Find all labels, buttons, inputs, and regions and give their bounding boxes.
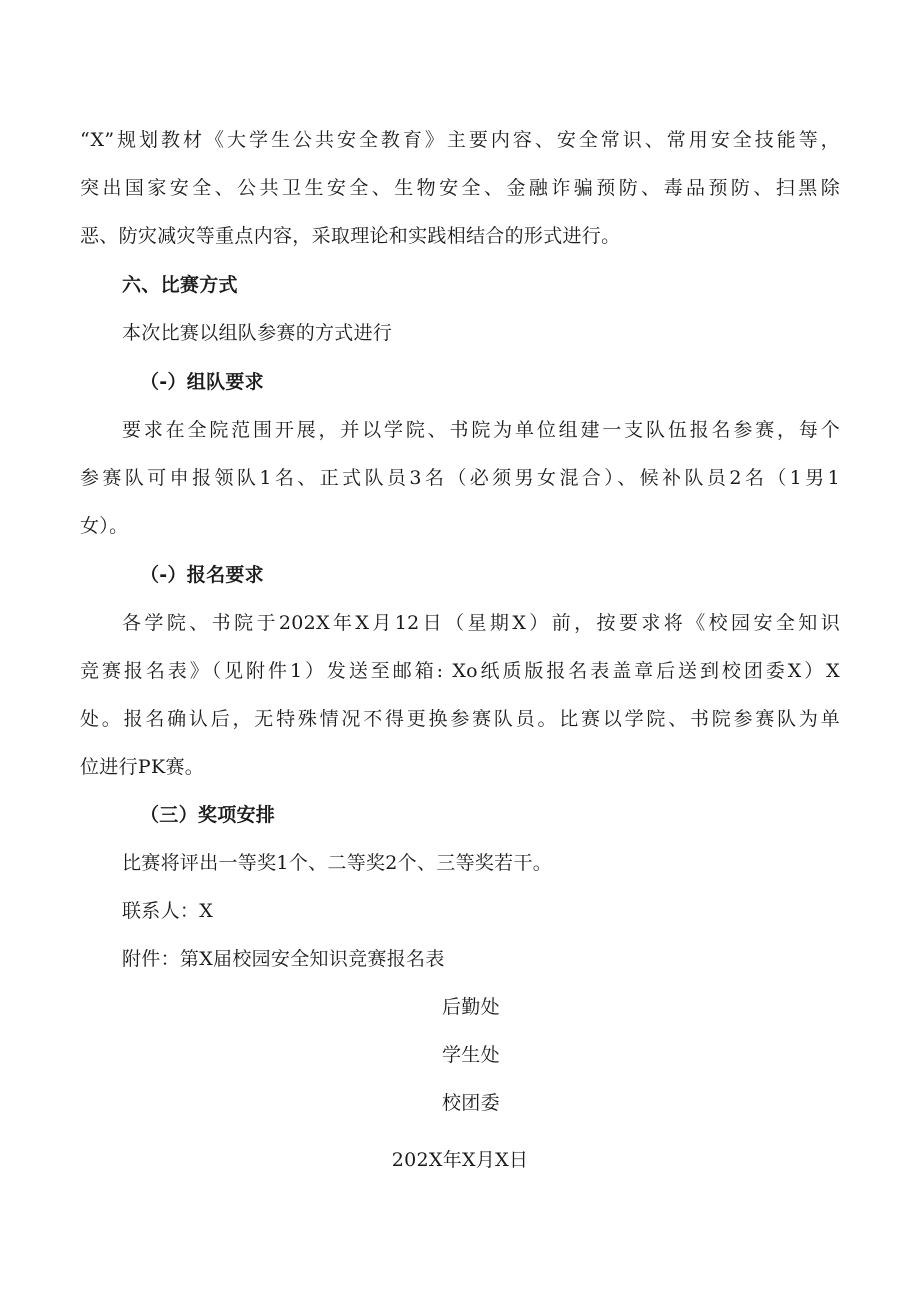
document-date: 202X年X月X日 — [391, 1149, 529, 1171]
subheading-signup-requirements: （-）报名要求 — [140, 564, 264, 586]
signup-line-4: 位进行PK赛。 — [80, 756, 205, 778]
team-line-3: 女）。 — [80, 515, 129, 537]
contact-person: 联系人：X — [122, 900, 214, 922]
signatory-logistics: 后勤处 — [442, 996, 500, 1018]
team-line-1: 要求在全院范围开展，并以学院、书院为单位组建一支队伍报名参赛，每个 — [122, 419, 840, 441]
subheading-team-requirements: （-）组队要求 — [140, 371, 264, 393]
section-heading-competition-format: 六、比赛方式 — [122, 274, 238, 296]
signatory-youth-league: 校团委 — [442, 1092, 500, 1114]
intro-line-3: 恶、防灾减灾等重点内容，采取理论和实践相结合的形式进行。 — [80, 225, 621, 247]
section-summary: 本次比赛以组队参赛的方式进行 — [122, 322, 393, 344]
attachment-note: 附件：第X届校园安全知识竞赛报名表 — [122, 948, 445, 970]
intro-line-1: “X”规划教材《大学生公共安全教育》主要内容、安全常识、常用安全技能等， — [80, 129, 840, 151]
signatory-student-affairs: 学生处 — [442, 1044, 500, 1066]
signup-line-2: 竞赛报名表》（见附件1）发送至邮箱: Xo纸质版报名表盖章后送到校团委X）X — [80, 660, 840, 682]
awards-text: 比赛将评出一等奖1个、二等奖2个、三等奖若干。 — [122, 852, 553, 874]
signup-line-1: 各学院、书院于202X年X月12日（星期X）前，按要求将《校园安全知识 — [122, 612, 840, 634]
team-line-2: 参赛队可申报领队1名、正式队员3名（必须男女混合）、候补队员2名（1男1 — [80, 467, 840, 489]
intro-line-2: 突出国家安全、公共卫生安全、生物安全、金融诈骗预防、毒品预防、扫黑除 — [80, 177, 840, 199]
signup-line-3: 处。报名确认后，无特殊情况不得更换参赛队员。比赛以学院、书院参赛队为单 — [80, 708, 840, 730]
subheading-awards: （三）奖项安排 — [140, 804, 276, 826]
